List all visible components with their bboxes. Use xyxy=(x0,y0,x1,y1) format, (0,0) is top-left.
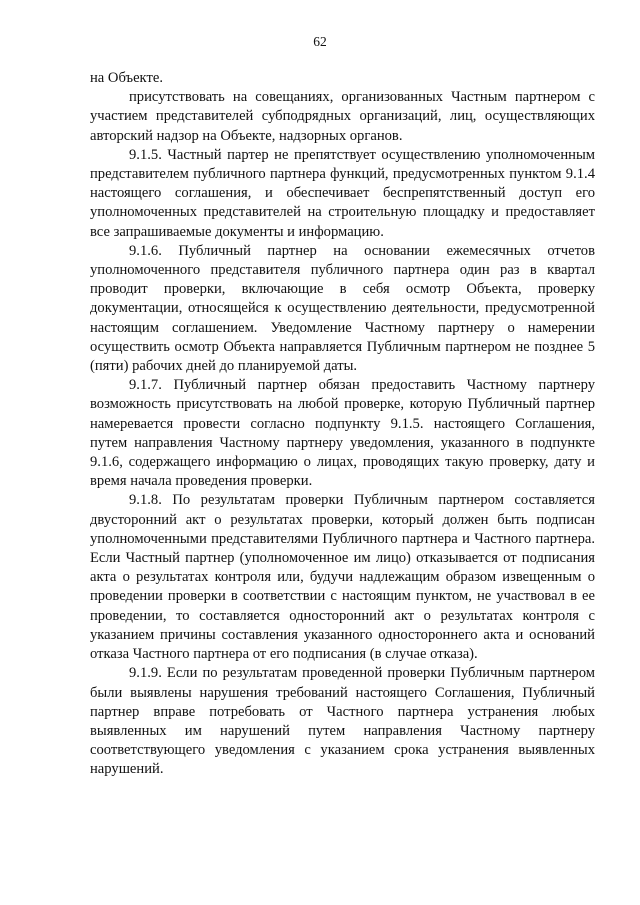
page-number: 62 xyxy=(313,34,327,49)
paragraph-9-1-8: 9.1.8. По результатам проверки Публичным партнером составляется двусторонний акт о результатах проверки, который должен быть подписан уполномоченными представителями Публичного партнера и Частного партнера. Если Частный партнер (уполномоченное им лицо) отказывается от подписания акта о результатах контроля или, будучи надлежащим образом извещенным о проведении проверки в соответствии с настоящим пунктом, не участвовал в ее проведении, то составляется односторонний акт о результатах контроля с указанием причины составления указанного одностороннего акта и оснований отказа Частного партнера от его подписания (в случае отказа). xyxy=(90,492,595,663)
paragraph-9-1-7: 9.1.7. Публичный партнер обязан предоставить Частному партнеру возможность присутствовать на любой проверке, которую Публичный партнер намеревается провести согласно подпункту 9.1.5. настоящего Соглашения, путем направления Частному партнеру уведомления, указанного в подпункте 9.1.6, содержащего информацию о лицах, проводящих такую проверку, дату и время начала проведения проверки. xyxy=(90,377,595,490)
paragraph-attendance: присутствовать на совещаниях, организованных Частным партнером с участием представителей субподрядных организаций, лиц, осуществляющих авторский надзор на Объекте, надзорных органов. xyxy=(90,89,595,144)
paragraph-continuation: на Объекте. xyxy=(90,70,163,86)
document-body xyxy=(90,69,595,780)
paragraph-9-1-6: 9.1.6. Публичный партнер на основании ежемесячных отчетов уполномоченного представителя публичного партнера один раз в квартал проводит проверки, включающие в себя осмотр Объекта, проверку документации, относящейся к осуществлению деятельности, предусмотренной настоящим соглашением. Уведомление Частному партнеру о намерении осуществить осмотр Объекта направляется Публичным партнером не позднее 5 (пяти) рабочих дней до планируемой даты. xyxy=(90,242,595,375)
paragraph-9-1-9: 9.1.9. Если по результатам проведенной проверки Публичным партнером были выявлены нарушения требований настоящего Соглашения, Публичный партнер вправе потребовать от Частного партнера устранения любых выявленных им нарушений путем направления Частному партнеру соответствующего уведомления с указанием срока устранения выявленных нарушений. xyxy=(90,665,595,778)
paragraph-9-1-5: 9.1.5. Частный партер не препятствует осуществлению уполномоченным представителем публичного партнера функций, предусмотренных пунктом 9.1.4 настоящего соглашения, и обеспечивает беспрепятственный доступ его уполномоченных представителей на строительную площадку и предоставляет все запрашиваемые документы и информацию. xyxy=(90,146,595,240)
